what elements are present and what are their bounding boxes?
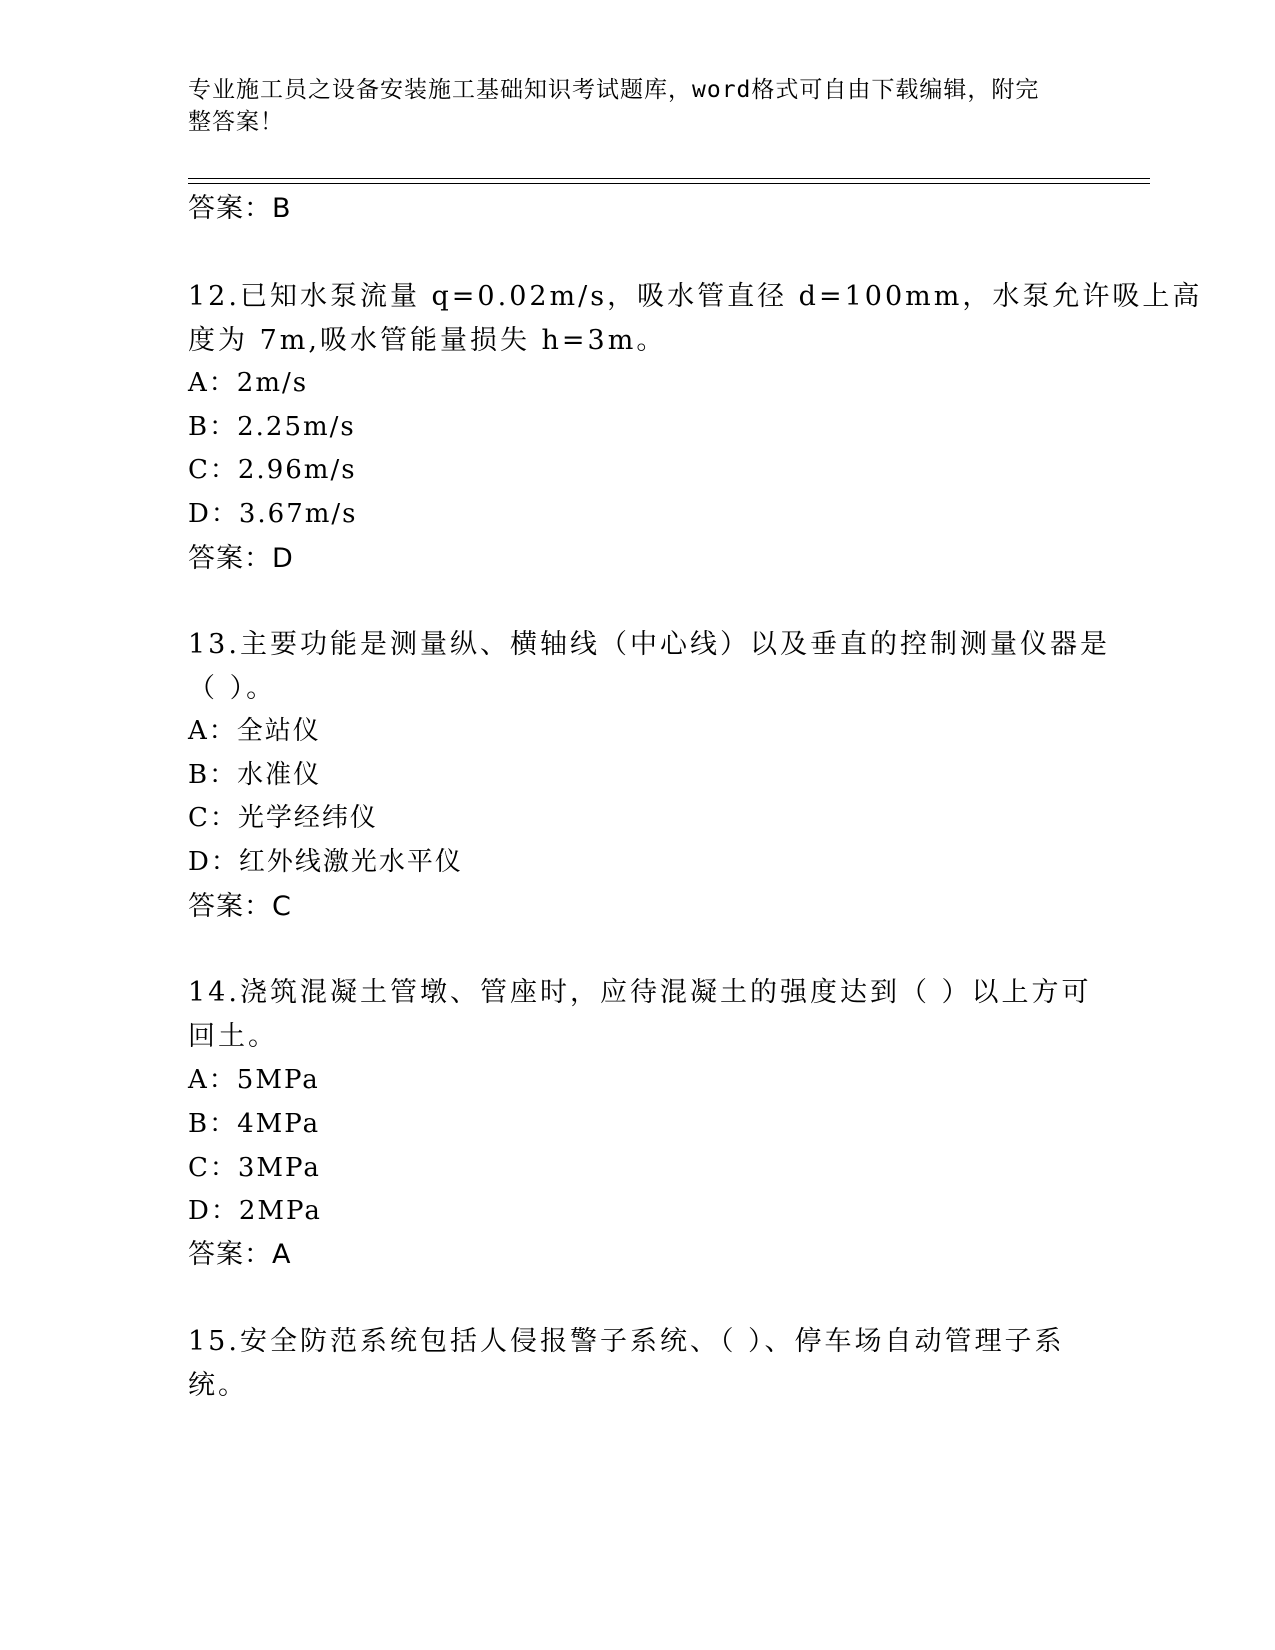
answer-line: 答案：D [188,543,294,574]
answer-line: 答案：A [188,1239,292,1270]
question-text-line: 13.主要功能是测量纵、横轴线（中心线）以及垂直的控制测量仪器是 [188,629,1110,660]
option-b: B：4MPa [188,1109,321,1139]
option-b: B：2.25m/s [188,412,356,442]
header-line-2: 整答案！ [188,109,284,135]
answer-line: 答案：C [188,891,292,922]
option-a: A：2m/s [188,368,309,398]
option-d: D：红外线激光水平仪 [188,847,463,877]
option-d: D：3.67m/s [188,499,358,529]
question-text-line: 12.已知水泵流量 q=0.02m/s，吸水管直径 d=100mm，水泵允许吸上高 [188,281,1203,312]
option-c: C：3MPa [188,1153,321,1183]
question-text-line: 度为 7m,吸水管能量损失 h=3m。 [188,325,667,356]
question-text-line: 15.安全防范系统包括人侵报警子系统、（ ）、停车场自动管理子系 [188,1326,1065,1357]
document-header [188,74,1078,138]
question-text-line: 14.浇筑混凝土管墩、管座时，应待混凝土的强度达到（ ）以上方可 [188,977,1092,1008]
question-text-line: 回土。 [188,1021,278,1052]
option-b: B：水准仪 [188,760,322,790]
option-a: A：全站仪 [188,716,321,746]
header-divider-bottom [188,183,1150,184]
option-a: A：5MPa [188,1065,320,1095]
option-c: C：光学经纬仪 [188,803,378,833]
question-text-line: 统。 [188,1370,248,1401]
header-divider-top [188,178,1150,179]
option-d: D：2MPa [188,1196,322,1226]
question-text-line: （ ）。 [188,673,277,704]
header-line-1: 专业施工员之设备安装施工基础知识考试题库，word格式可自由下载编辑，附完 [188,77,1040,103]
option-c: C：2.96m/s [188,455,357,485]
previous-answer: 答案：B [188,193,292,224]
